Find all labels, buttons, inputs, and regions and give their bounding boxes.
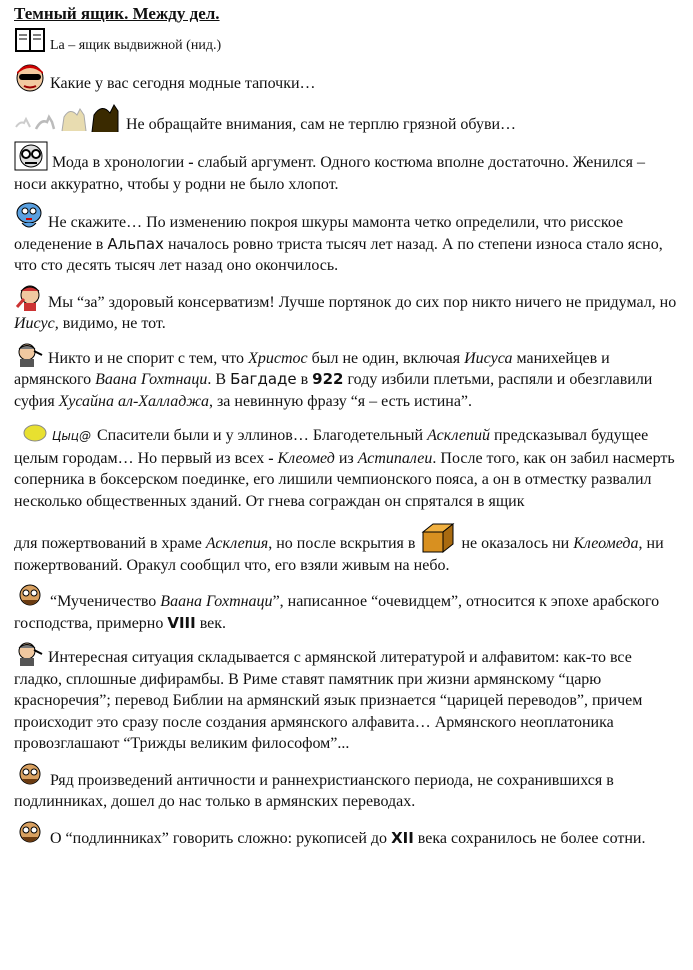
entry-7-t2: был не один, включая	[307, 349, 465, 367]
entry-8-t1: Спасители были и у эллинов… Благодетельный	[96, 427, 428, 444]
entry-2-text: Какие у вас сегодня модные тапочки…	[50, 75, 316, 92]
entry-7-t11: Хусайна ал-Халладжа	[58, 392, 209, 410]
entry-7-t3: Иисуса	[464, 349, 513, 367]
entry-12-t2: века сохранилось не более сотни.	[413, 829, 646, 847]
box-icon	[421, 522, 455, 554]
entry-7-t7: Багдаде	[230, 370, 297, 388]
entry-12	[14, 819, 679, 850]
document-title: Темный ящик. Между дел.	[14, 4, 220, 23]
entry-7-t5: Ваана Гохтнаци	[95, 371, 208, 388]
entry-12-t1: XII	[391, 828, 414, 847]
entry-10	[14, 640, 679, 755]
entry-12-t0: О “подлинниках” говорить сложно: рукописей до	[50, 829, 392, 847]
entry-7-t4: манихейцев и армянского	[14, 349, 610, 388]
entry-4	[14, 141, 679, 195]
entry-3-text: Не обращайте внимания, сам не терплю грязной обуви…	[126, 115, 517, 133]
entry-2	[14, 62, 679, 95]
entry-5-place: Альпах	[107, 234, 164, 253]
scratching-man-icon	[14, 283, 44, 311]
glasses-face-icon	[14, 141, 48, 171]
entry-6	[14, 283, 679, 335]
entry-11-text: Ряд произведений античности и раннехристианского периода, не сохранившихся в подлинниках, дошел до нас только в армянских переводах.	[14, 771, 614, 810]
entry-9-t1: Ваана Гохтнаци	[160, 593, 273, 610]
entry-1	[14, 27, 679, 57]
entry-7-t9: 922	[312, 370, 344, 388]
entry-8-signature: Цыц@	[52, 429, 91, 443]
entry-4-text-b: слабый аргумент. Одного костюма вполне достаточно. Женился – носи аккуратно, чтобы у родни не было хлопот.	[14, 154, 645, 193]
entry-7-t10: году избили плетьми, распяли и обезглавили суфия	[14, 371, 653, 410]
camels-icon	[14, 101, 122, 133]
entry-8-t3: предсказывал будущее целым городам… Но первый из всех	[14, 427, 649, 467]
entry-8-t15: , ни пожертвований. Оракул сообщил что, его взяли живым на небо.	[14, 535, 664, 574]
bearded-face-icon	[14, 819, 46, 847]
thinking-man-icon	[14, 341, 44, 367]
entry-8-t8: Астипалеи	[357, 449, 433, 467]
entry-8-continued	[14, 522, 679, 576]
entry-8-t14: Клеомеда	[573, 535, 639, 552]
document-page	[0, 3, 693, 970]
entry-8-t2: Асклепий	[427, 427, 491, 444]
entry-4-text-a: Мода в хронологии	[52, 154, 189, 171]
entry-7-t8: в	[296, 371, 313, 388]
entry-9-t0: “Мученичество	[50, 593, 161, 610]
entry-6-text-a: Мы “за” здоровый консерватизм! Лучше портянок до сих пор никто ничего не придумал, но	[48, 293, 677, 311]
entry-4-dash: -	[188, 154, 194, 171]
entry-3	[14, 101, 679, 136]
thinking-man-icon	[14, 640, 44, 666]
entry-7-t0: Никто и не спорит с тем, что	[48, 349, 249, 367]
entry-1-text: La – ящик выдвижной (нид.)	[50, 37, 222, 53]
entry-9	[14, 582, 679, 634]
entry-8-t10: для пожертвований в храме	[14, 535, 206, 552]
entry-9-t3: VIII	[167, 613, 196, 632]
entry-8-t13: не оказалось ни	[457, 535, 574, 552]
entry-8-t11: Асклепия	[205, 535, 269, 552]
entry-10-text: Интересная ситуация складывается с армянской литературой и алфавитом: как-то все гладко, сплошные дифирамбы. В Риме ставят памятник при жизни армянскому “царю красноречия”; перевод Библии на армянский язык признается “царицей переводов”, причем происходит это сразу после создания армянского алфавита… Армянского неоплатоника провозглашают “Трижды великим философом”...	[14, 649, 643, 752]
bearded-face-icon	[14, 761, 46, 789]
entry-6-text-b: видимо, не тот.	[58, 315, 166, 332]
entry-11	[14, 761, 679, 813]
entry-9-t4: век.	[195, 614, 227, 632]
entry-6-name: Иисус,	[14, 315, 59, 332]
book-icon	[14, 27, 46, 53]
blue-creature-icon	[14, 201, 44, 231]
lemon-icon	[22, 422, 48, 444]
entry-7	[14, 341, 679, 413]
entry-8	[14, 422, 679, 576]
entry-8-t4: -	[268, 449, 274, 467]
entry-8-t12: , но после вскрытия в	[268, 535, 420, 552]
entry-5-text-a: Не скажите… По изменению покроя шкуры мамонта четко определили, что рисское оледенение в	[14, 214, 624, 253]
entry-7-t12: , за невинную фразу “я – есть истина”.	[208, 392, 473, 410]
entry-7-t6: . В	[207, 371, 231, 388]
entry-8-t6: Клеомед	[277, 449, 335, 467]
entry-5	[14, 201, 679, 277]
entry-9-t2: ”, написанное “очевидцем”, относится к эпохе арабского господства, примерно	[14, 593, 660, 632]
masked-face-icon	[14, 62, 46, 92]
entry-8-t7: из	[334, 449, 358, 467]
entry-8-t9: . После того, как он забил насмерть соперника в боксерском поединке, его лишили чемпионского пояса, а он в отместку развалил несколько общественных зданий. От гнева сограждан он спрятался в ящик	[14, 449, 675, 510]
bearded-face-icon	[14, 582, 46, 610]
entry-7-t1: Христос	[248, 349, 308, 367]
entry-5-text-b: началось ровно триста тысяч лет назад. А по степени износа стало ясно, что сто десять тысяч лет назад оно окончилось.	[14, 235, 663, 274]
